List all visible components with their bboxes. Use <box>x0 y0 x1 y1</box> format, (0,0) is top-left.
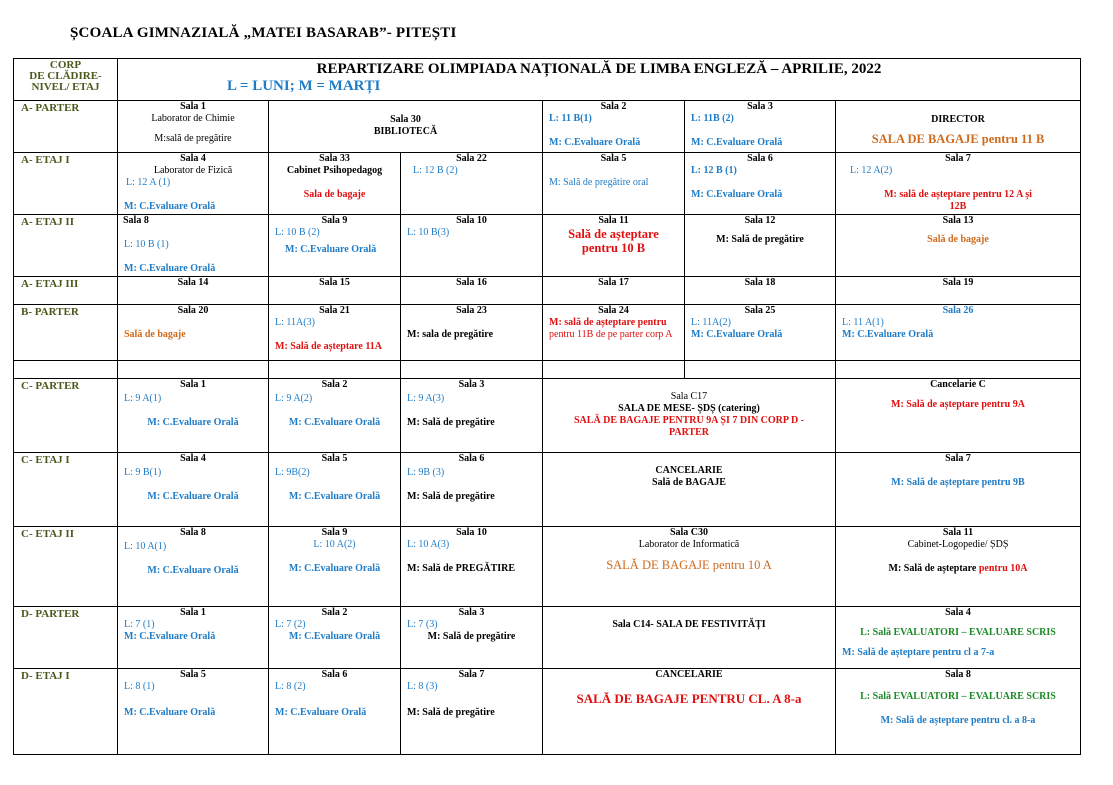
cell-text: Sală de bagaje <box>927 234 989 245</box>
cell-text: M: C.Evaluare Orală <box>288 417 381 428</box>
cell-text: M: C.Evaluare Orală <box>124 201 216 212</box>
cell-text: L: 11B (2) <box>691 113 734 124</box>
room-cell <box>836 101 1081 153</box>
cell-text: M: Sală de pregătire <box>427 631 516 642</box>
cell-text: Sala 33 <box>319 153 350 164</box>
cell-text: Sala C30 <box>669 527 709 538</box>
row-a-etaj1 <box>14 153 1081 215</box>
cell-text: M: C.Evaluare Orală <box>691 137 783 148</box>
cell-text: L: Sală EVALUATORI – EVALUARE SCRIS <box>860 627 1056 638</box>
cell-text: M: sală de așteptare pentru 12 A și 12B <box>884 189 1032 212</box>
room-cell <box>685 101 836 153</box>
cell-text: Sală de bagaje <box>124 329 186 340</box>
cell-text: M: C.Evaluare Orală <box>147 491 239 502</box>
cell-text: Sala 3 <box>458 607 485 618</box>
level-label: A- ETAJ II <box>14 215 118 277</box>
cell-text: M: sala de pregătire <box>407 329 494 340</box>
cell-text: Sala 5 <box>600 153 627 164</box>
room-cell <box>543 669 836 755</box>
cell-text: pentru 10A <box>978 563 1028 574</box>
cell-text: L: 10 B (2) <box>275 227 320 238</box>
cell-text: Sala 9 <box>321 527 348 538</box>
cell-text: Sala C17 <box>670 391 708 402</box>
room-cell <box>401 153 543 215</box>
room-cell <box>401 215 543 277</box>
room-cell <box>543 101 685 153</box>
room-cell <box>118 153 269 215</box>
cell-text: L: 10 A(1) <box>124 541 167 552</box>
cell-text: M: C.Evaluare Orală <box>147 417 239 428</box>
cell-text: M: Sală de pregătire oral <box>549 177 649 188</box>
cell-text: L: 7 (2) <box>275 619 306 630</box>
cell-text: M: Sală de PREGĂTIRE <box>407 563 516 574</box>
room-cell <box>401 277 543 305</box>
cell-text: M: Sală de pregătire <box>407 707 495 718</box>
room-cell <box>269 153 401 215</box>
room-cell <box>118 453 269 527</box>
cell-text: L: 9 A(3) <box>407 393 445 404</box>
cell-text: M: C.Evaluare Orală <box>147 565 239 576</box>
level-label: C- PARTER <box>14 379 118 453</box>
room-cell <box>401 607 543 669</box>
cell-text: M: C.Evaluare Orală <box>288 491 381 502</box>
level-label: D- ETAJ I <box>14 669 118 755</box>
cell-text: M: Sală de așteptare pentru 9B <box>891 477 1025 488</box>
cell-text: M: Sală de pregătire <box>407 417 495 428</box>
room-cell <box>401 453 543 527</box>
room-cell <box>269 305 401 361</box>
room-cell <box>401 379 543 453</box>
cell-text: SALĂ DE BAGAJE PENTRU CL. A 8-a <box>576 691 802 706</box>
cell-text: Sala 3 <box>747 101 773 112</box>
room-cell <box>836 379 1081 453</box>
room-cell <box>401 527 543 607</box>
room-cell <box>836 277 1081 305</box>
room-cell <box>401 305 543 361</box>
corp-header <box>14 59 118 101</box>
cell-text: Sala 14 <box>177 277 209 288</box>
section-gap <box>14 361 1081 379</box>
cell-text: M: Sală de așteptare pentru cl a 7-a <box>842 647 995 658</box>
cell-text: Sala 9 <box>321 215 348 226</box>
cell-text: L: 9B (3) <box>407 467 445 478</box>
cell-text: Sala 8 <box>123 215 149 226</box>
room-cell <box>401 669 543 755</box>
cell-text: Sala 8 <box>945 669 971 680</box>
level-label: C- ETAJ I <box>14 453 118 527</box>
cell-text: L: 10 A(3) <box>407 539 450 550</box>
cell-text: Sală de BAGAJE <box>652 477 726 488</box>
cell-text: Sala 24 <box>598 305 629 316</box>
cell-text: Sala de bagaje <box>303 189 366 200</box>
cell-text: BIBLIOTECĂ <box>373 126 438 137</box>
cell-text: Sala 1 <box>180 607 206 618</box>
cell-text: Sala 7 <box>945 153 971 164</box>
room-cell <box>269 527 401 607</box>
cell-text: Sala 8 <box>180 527 206 538</box>
cell-text: M: C.Evaluare Orală <box>842 329 934 340</box>
cell-text: Sala 11 <box>942 527 974 538</box>
cell-text: L: 9 B(1) <box>124 467 162 478</box>
row-d-etaj1 <box>14 669 1081 755</box>
cell-text: M: C.Evaluare Orală <box>691 329 783 340</box>
cell-text: M: C.Evaluare Orală <box>275 707 367 718</box>
room-cell <box>685 305 836 361</box>
cell-text: M: Sală de așteptare pentru cl. a 8-a <box>880 715 1036 726</box>
level-label: A- ETAJ III <box>14 277 118 305</box>
room-cell <box>269 379 401 453</box>
cell-text: CANCELARIE <box>655 669 723 680</box>
cell-text: SALĂ DE BAGAJE PENTRU 9A ȘI 7 DIN CORP D - PARTER <box>573 415 805 438</box>
cell-text: Sala 7 <box>458 669 485 680</box>
cell-text: M: C.Evaluare Orală <box>285 244 377 255</box>
cell-text: Sala 1 <box>180 379 206 390</box>
room-cell <box>269 607 401 669</box>
cell-text: Sala 12 <box>744 215 776 226</box>
level-label: D- PARTER <box>14 607 118 669</box>
cell-text: DIRECTOR <box>931 114 985 125</box>
room-cell <box>543 379 836 453</box>
cell-text: Sala 17 <box>598 277 629 288</box>
cell-text: L: 11 A(1) <box>842 317 884 328</box>
cell-text: Sala 19 <box>942 277 974 288</box>
room-cell <box>836 607 1081 669</box>
room-cell <box>836 215 1081 277</box>
cell-text: Sala 15 <box>319 277 350 288</box>
room-cell <box>543 277 685 305</box>
room-cell <box>118 101 269 153</box>
room-cell <box>836 305 1081 361</box>
room-cell <box>543 153 685 215</box>
table-title: REPARTIZARE OLIMPIADA NAȚIONALĂ DE LIMBA ENGLEZĂ – APRILIE, 2022 <box>118 59 1081 101</box>
cell-text: Sala 30 <box>390 114 421 125</box>
level-label: C- ETAJ II <box>14 527 118 607</box>
room-cell <box>836 527 1081 607</box>
room-cell <box>118 527 269 607</box>
cell-text: Sala 13 <box>942 215 974 226</box>
room-cell <box>836 669 1081 755</box>
cell-text: M: sală de așteptare pentru <box>549 317 667 328</box>
room-cell <box>269 277 401 305</box>
row-b-parter <box>14 305 1081 361</box>
cell-text: Sala 4 <box>180 453 206 464</box>
cell-text: Laborator de Chimie <box>151 113 235 124</box>
room-cell <box>269 453 401 527</box>
cell-text: M:sală de pregătire <box>154 133 232 144</box>
row-a-parter <box>14 101 1081 153</box>
cell-text: L: 11A(2) <box>691 317 731 328</box>
room-cell <box>543 305 685 361</box>
cell-text: Sala 25 <box>744 305 776 316</box>
cell-text: Sala 2 <box>321 607 348 618</box>
cell-text: L: 11 B(1) <box>549 113 592 124</box>
cell-text: Sala 7 <box>945 453 971 464</box>
cell-text: Sala 6 <box>458 453 485 464</box>
cell-text: Sala 6 <box>321 669 348 680</box>
cell-text: M: Sală de pregătire <box>407 491 495 502</box>
cell-text: M: C.Evaluare Orală <box>549 137 641 148</box>
cell-text: Cabinet-Logopedie/ ȘDȘ <box>907 539 1009 550</box>
cell-text: Laborator de Informatică <box>638 539 740 550</box>
room-cell <box>118 215 269 277</box>
cell-text: L: 12 B (2) <box>413 165 458 176</box>
cell-text: Sala 3 <box>458 379 485 390</box>
allocation-table <box>13 58 1081 755</box>
cell-text: pentru 11B de pe parter corp A <box>549 329 673 340</box>
row-c-etaj2 <box>14 527 1081 607</box>
cell-text: Cabinet Psihopedagog <box>286 165 383 176</box>
cell-text: CANCELARIE <box>655 465 723 476</box>
cell-text: L: 10 B (1) <box>124 239 169 250</box>
room-cell <box>543 453 836 527</box>
room-cell <box>118 607 269 669</box>
room-cell <box>543 527 836 607</box>
cell-text: M: C.Evaluare Orală <box>124 707 216 718</box>
room-cell <box>118 305 269 361</box>
cell-text: Sala 26 <box>942 305 974 316</box>
room-cell <box>836 453 1081 527</box>
cell-text: M: C.Evaluare Orală <box>288 563 381 574</box>
room-cell <box>269 215 401 277</box>
cell-text: Sala 10 <box>456 215 487 226</box>
cell-text: M: Sală de pregătire <box>716 234 804 245</box>
room-cell <box>269 669 401 755</box>
cell-text: L: 8 (3) <box>407 681 438 692</box>
room-cell <box>118 669 269 755</box>
room-cell <box>543 607 836 669</box>
cell-text: Sala 11 <box>598 215 629 226</box>
cell-text: SALA DE BAGAJE pentru 11 B <box>871 132 1045 146</box>
cell-text: SALA DE MESE- ȘDȘ (catering) <box>618 403 760 414</box>
cell-text: L: 11A(3) <box>275 317 315 328</box>
level-label: B- PARTER <box>14 305 118 361</box>
cell-text: Sala 5 <box>180 669 206 680</box>
cell-text: Sala 21 <box>319 305 350 316</box>
room-cell <box>685 215 836 277</box>
cell-text: Sala 4 <box>180 153 206 164</box>
cell-text: L: 12 A (1) <box>126 177 171 188</box>
cell-text: Sala 10 <box>456 527 487 538</box>
cell-text: Sala C14- SALA DE FESTIVITĂȚI <box>612 619 766 630</box>
school-name: ȘCOALA GIMNAZIALĂ „MATEI BASARAB”- PITEȘTI <box>70 25 457 41</box>
level-label: A- PARTER <box>14 101 118 153</box>
room-cell <box>118 379 269 453</box>
row-d-parter <box>14 607 1081 669</box>
schedule-sheet <box>13 58 1081 755</box>
cell-text: Sala 20 <box>177 305 209 316</box>
cell-text: Sala 2 <box>600 101 627 112</box>
cell-text: CORP DE CLĂDIRE- NIVEL/ ETAJ <box>29 59 102 93</box>
cell-text: M: C.Evaluare Orală <box>691 189 783 200</box>
room-cell <box>685 277 836 305</box>
cell-text: M: C.Evaluare Orală <box>288 631 381 642</box>
cell-text: Sala 1 <box>180 101 206 112</box>
cell-text: M: Sală de așteptare 11A <box>275 341 383 352</box>
cell-text: L: 9 A(1) <box>124 393 162 404</box>
cell-text: Sala 16 <box>456 277 487 288</box>
cell-text: SALĂ DE BAGAJE pentru 10 A <box>606 558 772 572</box>
room-cell <box>685 153 836 215</box>
row-a-etaj2 <box>14 215 1081 277</box>
cell-text: Sala 23 <box>456 305 487 316</box>
cell-text: Laborator de Fizică <box>153 165 233 176</box>
cell-text: Sala 22 <box>456 153 487 164</box>
level-label: A- ETAJ I <box>14 153 118 215</box>
cell-text: Sala 2 <box>321 379 348 390</box>
row-c-parter <box>14 379 1081 453</box>
legend-text: L = LUNI; M = MARȚI <box>227 78 381 94</box>
cell-text: L: Sală EVALUATORI – EVALUARE SCRIS <box>860 691 1056 702</box>
cell-text: Cancelarie C <box>930 379 986 390</box>
cell-text: Sala 4 <box>945 607 971 618</box>
cell-text: L: 7 (1) <box>124 619 155 630</box>
cell-text: Sala 18 <box>744 277 776 288</box>
cell-text: M: Sală de așteptare <box>888 563 977 574</box>
cell-text: M: C.Evaluare Orală <box>124 263 216 274</box>
cell-text: L: 8 (1) <box>124 681 155 692</box>
cell-text: L: 8 (2) <box>275 681 306 692</box>
cell-text: M: Sală de așteptare pentru 9A <box>891 399 1025 410</box>
room-cell <box>118 277 269 305</box>
cell-text: L: 10 A(2) <box>313 539 356 550</box>
cell-text: Sala 5 <box>321 453 348 464</box>
cell-text: L: 9B(2) <box>275 467 310 478</box>
row-a-etaj3 <box>14 277 1081 305</box>
cell-text: Sala 6 <box>747 153 773 164</box>
cell-text: L: 10 B(3) <box>407 227 450 238</box>
room-cell <box>836 153 1081 215</box>
cell-text: L: 12 B (1) <box>691 165 737 176</box>
room-cell <box>543 215 685 277</box>
cell-text: L: 7 (3) <box>407 619 438 630</box>
row-c-etaj1 <box>14 453 1081 527</box>
cell-text: Sală de așteptare pentru 10 B <box>568 227 659 255</box>
cell-text: M: C.Evaluare Orală <box>124 631 216 642</box>
cell-text: L: 9 A(2) <box>275 393 313 404</box>
cell-text: L: 12 A(2) <box>850 165 893 176</box>
room-cell <box>269 101 543 153</box>
